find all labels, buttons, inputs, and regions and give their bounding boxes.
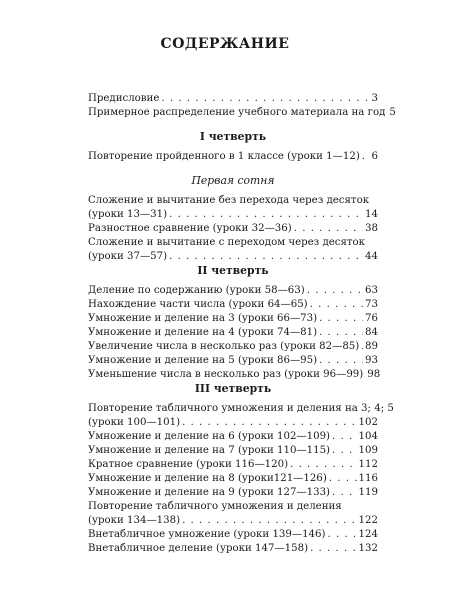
toc-section-q3 <box>88 382 394 556</box>
toc-entry-title: Умножение и деление на 3 (уроки 66—73) <box>88 313 318 324</box>
toc-entry[interactable] <box>88 150 378 164</box>
toc-entry-line1: Повторение табличного умножения и деления на 3; 4; 5 <box>88 403 394 414</box>
toc-entry[interactable] <box>88 208 378 222</box>
toc-entry-page: 3 <box>371 93 378 104</box>
toc-entry-page: 44 <box>365 251 378 262</box>
toc-entry[interactable] <box>88 486 378 500</box>
toc-entry[interactable] <box>88 430 378 444</box>
toc-entry[interactable] <box>88 284 378 298</box>
toc-entry-title: Примерное распределение учебного материала на год <box>88 107 386 118</box>
toc-entry-title: Повторение пройденного в 1 классе (уроки 1—12) <box>88 151 360 162</box>
toc-entry[interactable] <box>88 354 378 368</box>
toc-entry[interactable] <box>88 542 378 556</box>
toc-section-q2 <box>88 264 381 382</box>
toc-entry-page: 124 <box>358 529 378 540</box>
toc-entry-page: 63 <box>365 285 378 296</box>
toc-entry-page: 6 <box>371 151 378 162</box>
toc-leader-dots <box>182 416 356 430</box>
page-title: СОДЕРЖАНИЕ <box>160 36 290 52</box>
toc-entry-title: Кратное сравнение (уроки 116—120) <box>88 459 289 470</box>
toc-entry[interactable] <box>88 472 378 486</box>
toc-entry-title: Внетабличное умножение (уроки 139—146) <box>88 529 326 540</box>
toc-entry-title: Умножение и деление на 7 (уроки 110—115) <box>88 445 331 456</box>
toc-entry-page: 122 <box>358 515 378 526</box>
toc-entry-title: Умножение и деление на 8 (уроки121—126) <box>88 473 327 484</box>
toc-entry-title: (уроки 100—101) <box>88 417 181 428</box>
toc-entry-line1: Сложение и вычитание с переходом через десяток <box>88 237 366 248</box>
toc-entry[interactable] <box>88 458 378 472</box>
toc-entry[interactable] <box>88 250 378 264</box>
toc-entry-page: 84 <box>365 327 378 338</box>
toc-entry-title: Умножение и деление на 9 (уроки 127—133) <box>88 487 331 498</box>
section-heading: III четверть <box>194 382 272 395</box>
toc-entry-title: Разностное сравнение (уроки 32—36) <box>88 223 292 234</box>
toc-entry-title: Умножение и деление на 5 (уроки 86—95) <box>88 355 318 366</box>
toc-leader-dots <box>319 326 363 340</box>
toc-leader-dots <box>332 430 357 444</box>
toc-entry-title: Предисловие <box>88 93 160 104</box>
toc-entry-page: 109 <box>358 445 378 456</box>
toc-entry-page: 14 <box>365 209 378 220</box>
toc-entry-page: 132 <box>358 543 378 554</box>
toc-leader-dots <box>294 222 363 236</box>
toc-leader-dots <box>328 528 357 542</box>
toc-entry[interactable] <box>88 222 378 236</box>
toc-section-first-hundred <box>88 174 378 264</box>
toc-leader-dots <box>310 542 356 556</box>
toc-leader-dots <box>307 284 363 298</box>
toc-leader-dots <box>169 250 363 264</box>
toc-entry[interactable] <box>88 92 378 106</box>
section-heading: II четверть <box>197 264 269 277</box>
toc-entry[interactable] <box>88 368 381 382</box>
toc-entry[interactable] <box>88 298 378 312</box>
toc-entry[interactable] <box>88 416 378 430</box>
toc-section-q1 <box>88 130 378 164</box>
toc-entry-page: 38 <box>365 223 378 234</box>
toc-leader-dots <box>319 312 363 326</box>
toc-entry[interactable] <box>88 326 378 340</box>
toc-leader-dots <box>361 340 363 354</box>
toc-entry-page: 89 <box>365 341 378 352</box>
toc-entry-page: 102 <box>358 417 378 428</box>
toc-entry[interactable] <box>88 340 378 354</box>
toc-entry-title: Деление по содержанию (уроки 58—63) <box>88 285 305 296</box>
toc-entry-page: 116 <box>358 473 378 484</box>
toc-entry-title: (уроки 13—31) <box>88 209 168 220</box>
toc-entry[interactable] <box>88 106 396 120</box>
toc-entry[interactable] <box>88 514 378 528</box>
toc-leader-dots <box>169 208 363 222</box>
toc-entry-page: 5 <box>389 107 396 118</box>
toc-leader-dots <box>332 444 357 458</box>
toc-entry-title: Умножение и деление на 4 (уроки 74—81) <box>88 327 318 338</box>
toc-entry-title: Увеличение числа в несколько раз (уроки 82—85) <box>88 341 360 352</box>
toc-entry-title: (уроки 37—57) <box>88 251 168 262</box>
toc-leader-dots <box>319 354 363 368</box>
toc-entry[interactable] <box>88 312 378 326</box>
toc-entry-page: 119 <box>358 487 378 498</box>
toc-entry-line1: Повторение табличного умножения и деления <box>88 501 342 512</box>
toc-entry[interactable] <box>88 444 378 458</box>
toc-leader-dots <box>182 514 356 528</box>
toc-leader-dots <box>329 472 357 486</box>
toc-entry-title: Нахождение части числа (уроки 64—65) <box>88 299 308 310</box>
toc-entry-page: 76 <box>365 313 378 324</box>
toc-leader-dots <box>161 92 369 106</box>
toc-entry-title: Внетабличное деление (уроки 147—158) <box>88 543 309 554</box>
toc-leader-dots <box>362 150 370 164</box>
toc-entry-page: 112 <box>358 459 378 470</box>
toc-leader-dots <box>290 458 356 472</box>
toc-entry-title: (уроки 134—138) <box>88 515 181 526</box>
toc-entry[interactable] <box>88 528 378 542</box>
section-heading: I четверть <box>199 130 267 143</box>
section-heading: Первая сотня <box>191 174 275 187</box>
toc-entry-page: 98 <box>367 369 381 380</box>
toc-entry-title: Уменьшение числа в несколько раз (уроки 96—99) <box>88 369 364 380</box>
toc-entry-page: 104 <box>358 431 378 442</box>
toc-entry-page: 93 <box>365 355 378 366</box>
toc-section-intro <box>88 92 396 120</box>
toc-entry-line1: Сложение и вычитание без перехода через десяток <box>88 195 370 206</box>
toc-leader-dots <box>332 486 357 500</box>
toc-leader-dots <box>310 298 363 312</box>
toc-entry-title: Умножение и деление на 6 (уроки 102—109) <box>88 431 331 442</box>
toc-entry-page: 73 <box>365 299 378 310</box>
